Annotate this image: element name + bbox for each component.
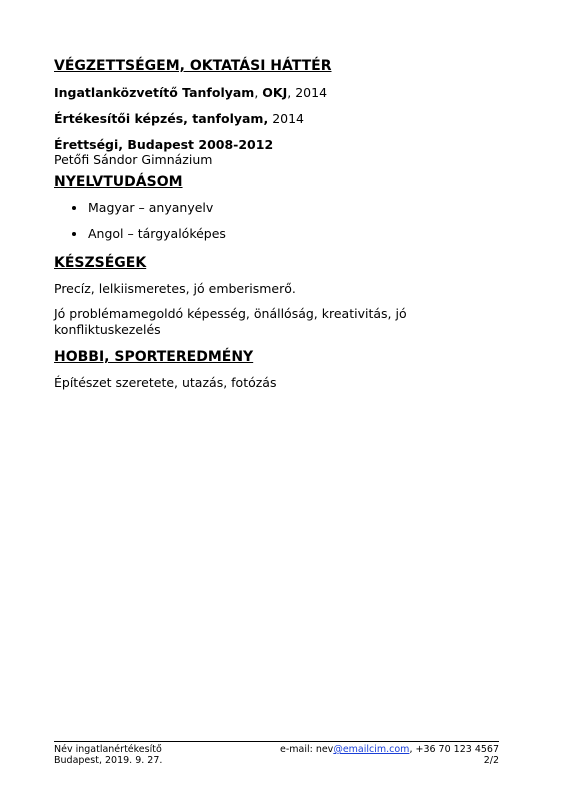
education-heading: VÉGZETTSÉGEM, OKTATÁSI HÁTTÉR	[54, 58, 332, 74]
education-entry-year: 2014	[295, 85, 328, 100]
languages-heading: NYELVTUDÁSOM	[54, 174, 183, 190]
footer-row-top	[54, 744, 499, 755]
bullet-icon	[72, 232, 76, 236]
education-entry-title: Érettségi, Budapest 2008-2012	[54, 137, 274, 152]
education-entry-okj: Ingatlanközvetítő Tanfolyam, OKJ, 2014	[54, 85, 328, 100]
footer-page-number: 2/2	[483, 755, 499, 766]
page-content	[54, 56, 514, 391]
footer-row-bottom	[54, 755, 499, 766]
hobby-heading: HOBBI, SPORTEREDMÉNY	[54, 349, 254, 365]
language-item	[54, 200, 514, 216]
education-entry-qualifier: OKJ	[262, 85, 288, 100]
footer-place-date: Budapest, 2019. 9. 27.	[54, 755, 163, 766]
education-entry-title: Ingatlanközvetítő Tanfolyam	[54, 85, 255, 100]
education-entry-sales	[54, 111, 514, 127]
education-entry-year: 2014	[272, 111, 305, 126]
bullet-icon	[72, 206, 76, 210]
footer-name: Név ingatlanértékesítő	[54, 744, 162, 755]
email-link[interactable]: @emailcim.com	[333, 744, 410, 755]
skills-heading: KÉSZSÉGEK	[54, 255, 147, 271]
language-item	[54, 226, 514, 242]
language-item-text: Angol – tárgyalóképes	[88, 226, 226, 241]
hobby-text: Építészet szeretete, utazás, fotózás	[54, 375, 277, 390]
footer-contact: e-mail: nev@emailcim.com, +36 70 123 4567	[279, 744, 499, 755]
education-entry-title: Értékesítői képzés, tanfolyam,	[54, 111, 269, 126]
education-entry-school: Petőfi Sándor Gimnázium	[54, 152, 213, 167]
skills-line: Jó problémamegoldó képesség, önállóság, kreativitás, jó konfliktuskezelés	[54, 306, 407, 337]
page-footer	[54, 741, 499, 766]
language-item-text: Magyar – anyanyelv	[88, 200, 214, 215]
education-entry-graduation	[54, 137, 514, 153]
language-list	[54, 200, 514, 242]
skills-line: Precíz, lelkiismeretes, jó emberismerő.	[54, 281, 296, 296]
